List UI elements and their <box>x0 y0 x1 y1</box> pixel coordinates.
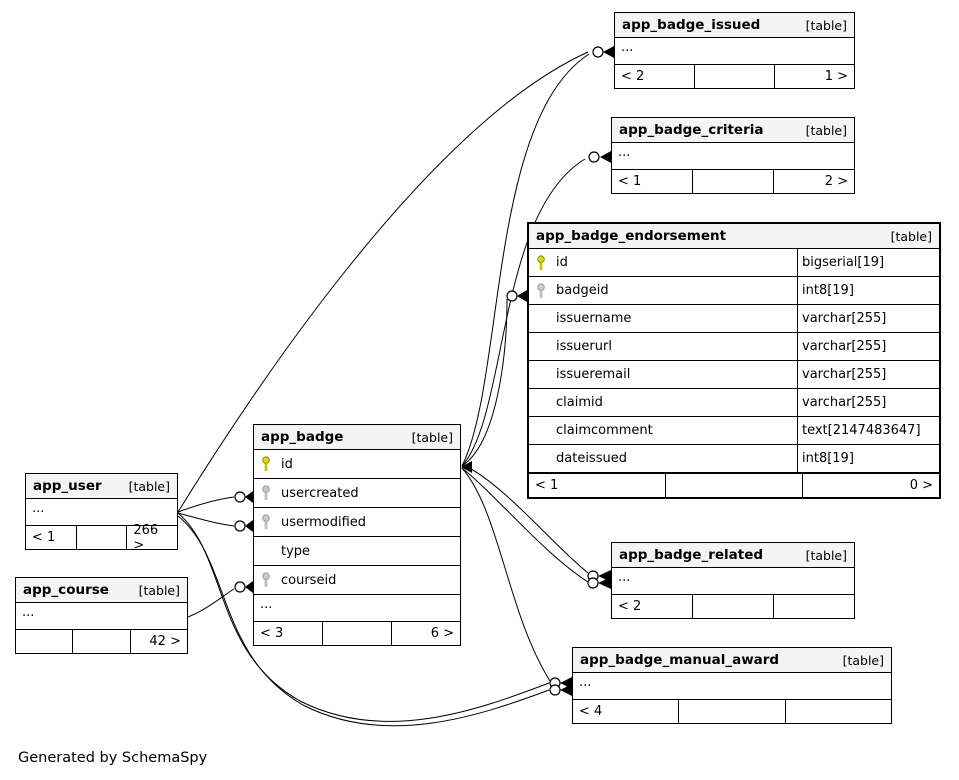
table-tag: [table] <box>842 652 884 668</box>
table-header[interactable] <box>26 474 177 499</box>
table-name[interactable]: app_badge_criteria <box>619 122 764 138</box>
column-row <box>254 508 460 537</box>
table-name[interactable]: app_badge <box>261 429 344 445</box>
table-footer <box>16 630 187 653</box>
table-footer <box>254 622 460 645</box>
column-row <box>254 450 460 479</box>
footer-middle <box>694 65 774 88</box>
column-name: usercreated <box>281 485 359 501</box>
child-count <box>785 700 891 723</box>
table-footer <box>612 170 854 193</box>
column-name: claimcomment <box>556 423 653 438</box>
column-row <box>529 305 939 333</box>
collapsed-columns: ... <box>16 603 187 630</box>
parent-count: < 4 <box>579 704 603 719</box>
table-tag: [table] <box>411 429 453 445</box>
parent-count: < 1 <box>32 530 56 545</box>
child-count: 266 > <box>126 526 177 549</box>
table-footer <box>26 522 177 553</box>
table-name[interactable]: app_badge_related <box>619 547 764 563</box>
collapsed-columns: ... <box>615 38 854 65</box>
generator-note: Generated by SchemaSpy <box>18 750 208 766</box>
column-name: usermodified <box>281 514 367 530</box>
column-name: claimid <box>556 395 603 410</box>
column-type: int8[19] <box>797 445 939 472</box>
table-name[interactable]: app_course <box>23 582 109 598</box>
table-app-course <box>15 577 188 654</box>
footer-middle <box>665 474 802 497</box>
collapsed-columns: ... <box>612 568 854 595</box>
table-tag: [table] <box>805 122 847 138</box>
child-count: 1 > <box>774 65 854 88</box>
foreign-key-icon <box>536 283 556 299</box>
table-header[interactable] <box>529 224 939 249</box>
table-header[interactable] <box>612 118 854 143</box>
foreign-key-icon <box>261 514 281 530</box>
parent-count: < 1 <box>618 174 642 189</box>
collapsed-columns: ... <box>254 595 460 622</box>
table-name[interactable]: app_badge_manual_award <box>580 652 780 668</box>
column-type: text[2147483647] <box>797 417 939 444</box>
column-row <box>529 445 939 473</box>
child-count: 0 > <box>802 474 939 497</box>
column-name: issueremail <box>556 367 631 382</box>
footer-middle <box>692 595 773 618</box>
table-app-badge-related <box>611 542 855 619</box>
table-app-badge <box>253 424 461 646</box>
column-type: varchar[255] <box>797 361 939 388</box>
parent-count <box>16 630 72 653</box>
column-row <box>529 417 939 445</box>
collapsed-columns: ... <box>573 673 891 700</box>
column-name: badgeid <box>556 283 609 298</box>
footer-middle <box>76 526 127 549</box>
foreign-key-icon <box>261 572 281 588</box>
footer-middle <box>678 700 784 723</box>
column-name: type <box>281 543 311 559</box>
table-tag: [table] <box>138 582 180 598</box>
table-name[interactable]: app_badge_endorsement <box>536 228 727 244</box>
table-tag: [table] <box>890 228 932 244</box>
table-header[interactable] <box>612 543 854 568</box>
table-tag: [table] <box>128 478 170 494</box>
column-row <box>529 333 939 361</box>
column-type: varchar[255] <box>797 389 939 416</box>
table-app-badge-criteria <box>611 117 855 194</box>
table-footer <box>615 65 854 88</box>
column-name: issuerurl <box>556 339 612 354</box>
child-count: 42 > <box>130 630 187 653</box>
parent-count: < 2 <box>618 599 642 614</box>
table-tag: [table] <box>805 547 847 563</box>
parent-count: < 2 <box>621 69 645 84</box>
footer-middle <box>692 170 773 193</box>
table-name[interactable]: app_user <box>33 478 102 494</box>
column-name: dateissued <box>556 451 627 466</box>
table-app-badge-issued <box>614 12 855 89</box>
table-app-badge-manual-award <box>572 647 892 724</box>
table-footer <box>529 473 939 497</box>
table-app-badge-endorsement <box>527 222 941 499</box>
foreign-key-icon <box>261 485 281 501</box>
column-row <box>254 537 460 566</box>
column-row <box>529 249 939 277</box>
child-count <box>773 595 854 618</box>
primary-key-icon <box>536 255 556 271</box>
footer-middle <box>322 622 391 645</box>
primary-key-icon <box>261 456 281 472</box>
table-tag: [table] <box>805 17 847 33</box>
column-row <box>254 566 460 595</box>
column-type: varchar[255] <box>797 333 939 360</box>
column-row <box>529 389 939 417</box>
column-type: varchar[255] <box>797 305 939 332</box>
table-header[interactable] <box>573 648 891 673</box>
column-type: bigserial[19] <box>797 249 939 276</box>
collapsed-columns: ... <box>612 143 854 170</box>
column-row <box>254 479 460 508</box>
table-header[interactable] <box>615 13 854 38</box>
column-row <box>529 361 939 389</box>
column-name: issuername <box>556 311 632 326</box>
footer-middle <box>72 630 129 653</box>
parent-count: < 1 <box>535 478 559 493</box>
parent-count: < 3 <box>260 626 284 641</box>
table-header[interactable] <box>254 425 460 450</box>
column-name: id <box>281 456 293 472</box>
collapsed-columns: ... <box>26 499 177 526</box>
column-row <box>529 277 939 305</box>
column-name: courseid <box>281 572 337 588</box>
table-app-user <box>25 473 178 553</box>
column-name: id <box>556 255 568 270</box>
table-header[interactable] <box>16 578 187 603</box>
table-name[interactable]: app_badge_issued <box>622 17 761 33</box>
table-footer <box>612 595 854 618</box>
child-count: 6 > <box>391 622 460 645</box>
column-type: int8[19] <box>797 277 939 304</box>
table-footer <box>573 700 891 723</box>
child-count: 2 > <box>773 170 854 193</box>
